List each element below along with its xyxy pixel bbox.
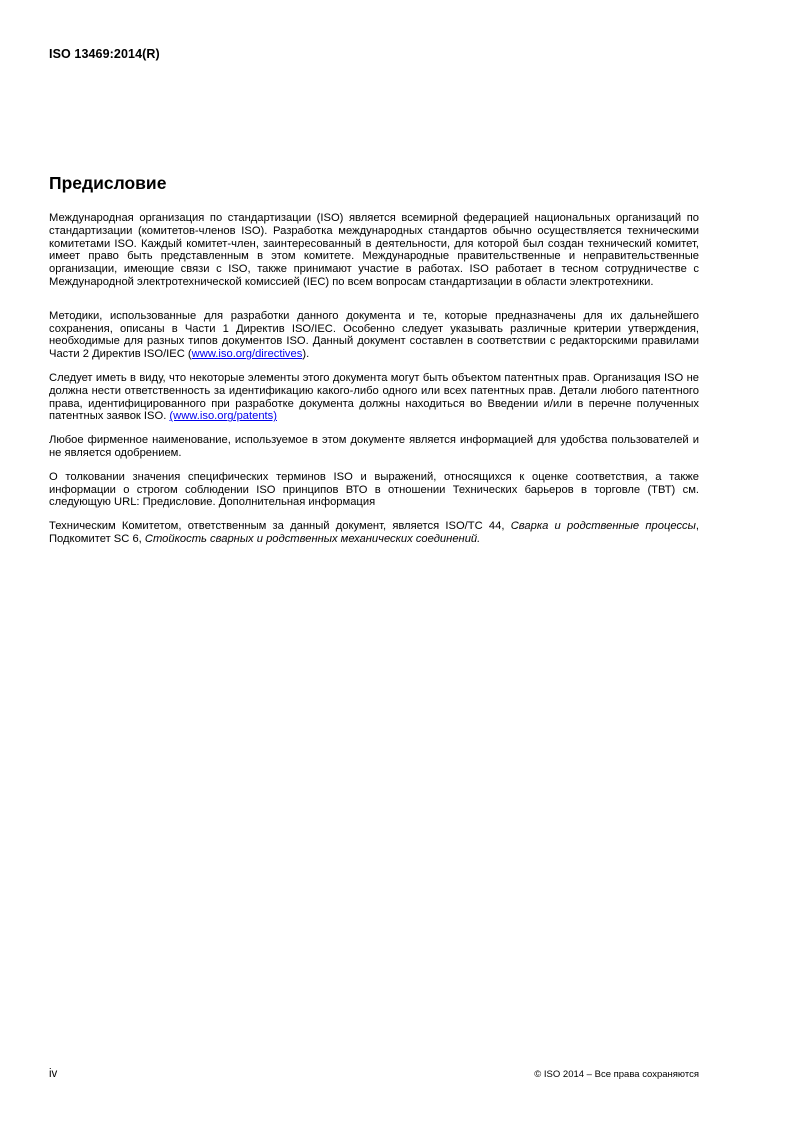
document-id: ISO 13469:2014(R) (49, 47, 160, 61)
page-title: Предисловие (49, 173, 167, 193)
paragraph-directives (49, 310, 699, 361)
paragraph-trade-names (49, 434, 699, 460)
paragraph-text: ). (302, 348, 310, 361)
paragraph-text: Любое фирменное наименование, используемое в этом документе является информацией для удобства пользователей и не является одобрением. (49, 434, 699, 459)
copyright-notice: © ISO 2014 – Все права сохраняются (534, 1069, 699, 1080)
patents-link[interactable]: (www.iso.org/patents) (169, 410, 277, 423)
directives-link[interactable]: www.iso.org/directives (191, 348, 303, 361)
paragraph-text: , Подкомитет SC 6, (49, 520, 699, 545)
foreword-body (49, 212, 699, 557)
page-number: iv (49, 1068, 58, 1080)
paragraph-text: О толковании значения специфических терминов ISO и выражений, относящихся к оценке соответствия, а также информации о строгом соблюдении ISO принципов ВТО в отношении Технических барьеров в торговле (ТВТ) см. следующую URL: Предисловие. Дополнительная информация (49, 470, 699, 509)
committee-title: Сварка и родственные процессы (510, 520, 696, 533)
paragraph-iso-intro (49, 212, 699, 289)
paragraph-patents (49, 372, 699, 423)
subcommittee-title: Стойкость сварных и родственных механических соединений. (144, 532, 481, 545)
paragraph-text: Техническим Комитетом, ответственным за данный документ, является ISO/TC 44, (49, 520, 511, 533)
paragraph-committee (49, 520, 699, 546)
paragraph-terms (49, 471, 699, 509)
paragraph-text: Следует иметь в виду, что некоторые элементы этого документа могут быть объектом патентных прав. Организация ISO не должна нести ответственность за идентификацию какого-либо одного или всех патентных прав. Детали любого патентного права, идентифицированного при разработке документа должны находиться во Введении и/или в перечне полученных патентных заявок ISO. (49, 371, 699, 423)
paragraph-text: Международная организация по стандартизации (ISO) является всемирной федерацией национальных организаций по стандартизации (комитетов-членов ISO). Разработка международных стандартов обычно осуществляется техническими комитетами ISO. Каждый комитет-член, заинтересованный в деятельности, для которой был создан технический комитет, имеет право быть представленным в этом комитете. Международные правительственные и неправительственные организации, имеющие связи с ISO, также принимают участие в работах. ISO работает в тесном сотрудничестве с Международной электротехнической комиссией (IEC) по всем вопросам стандартизации в области электротехники. (49, 212, 699, 288)
paragraph-text: Методики, использованные для разработки данного документа и те, которые предназначены для их дальнейшего сохранения, описаны в Части 1 Директив ISO/IEC. Особенно следует указывать различные критерии утверждения, необходимые для разных типов документов ISO. Данный документ составлен в соответствии с редакторскими правилами Части 2 Директив ISO/IEC ( (49, 309, 699, 361)
